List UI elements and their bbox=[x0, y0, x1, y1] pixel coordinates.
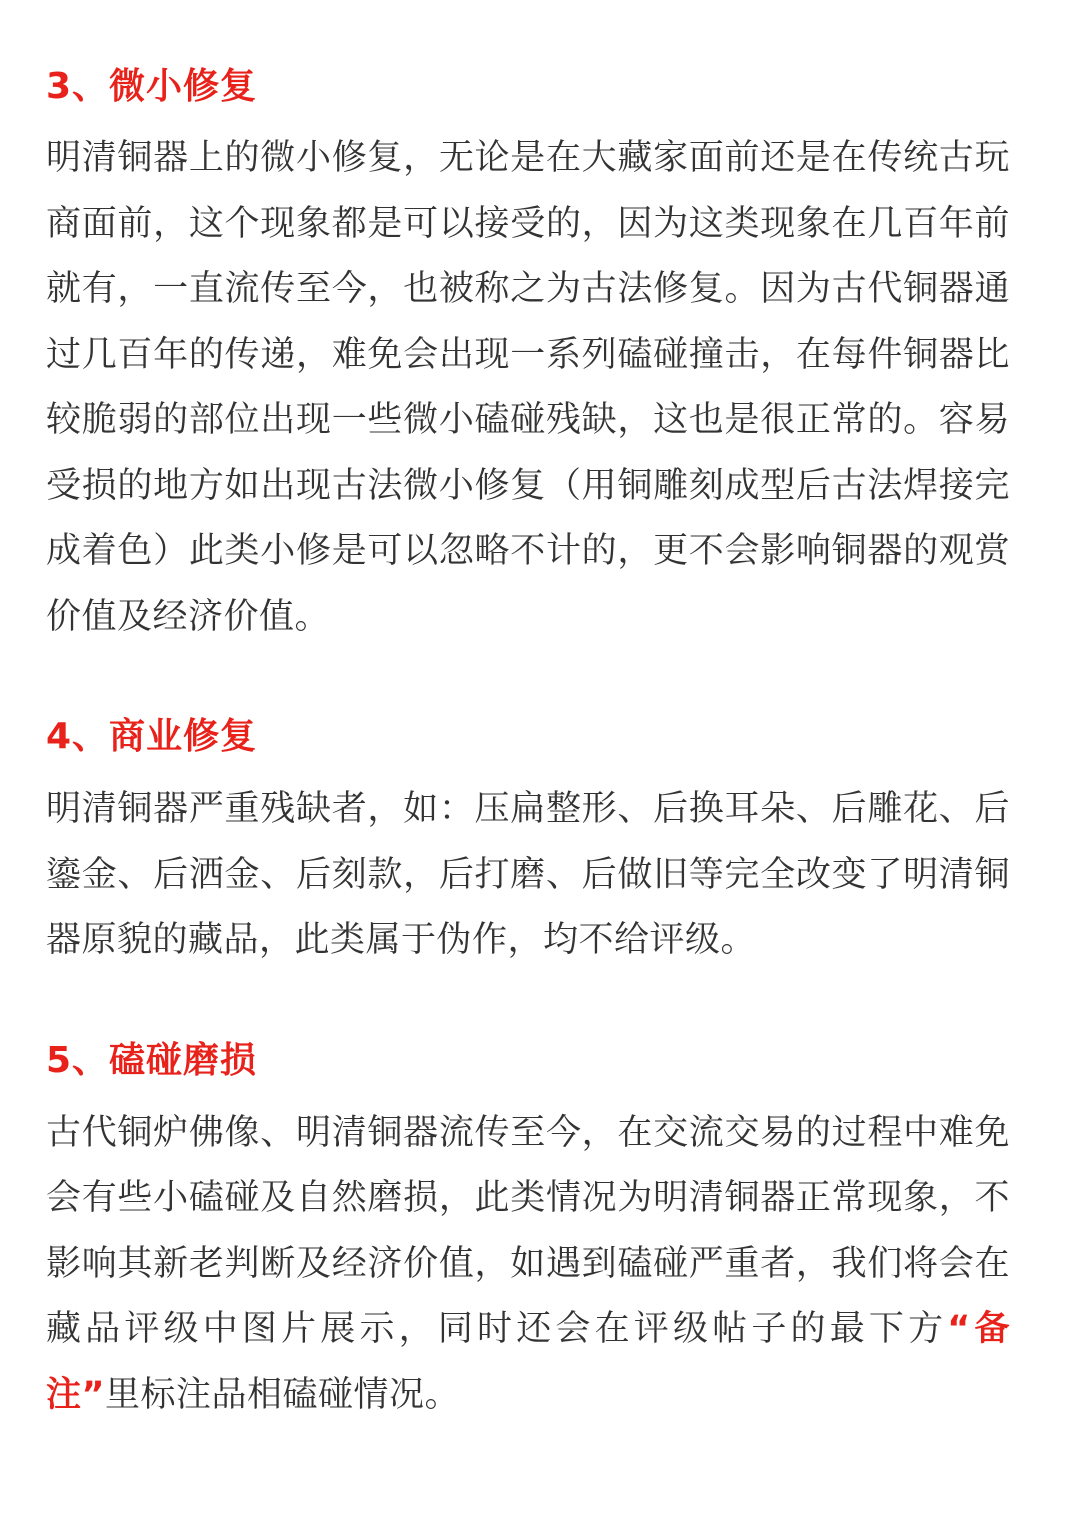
section-paragraph: 明清铜器严重残缺者，如：压扁整形、后换耳朵、后雕花、后鎏金、后洒金、后刻款，后打磨、后做旧等完全改变了明清铜器原貌的藏品，此类属于伪作，均不给评级。 bbox=[46, 789, 1010, 960]
paragraph-text: 古代铜炉佛像、明清铜器流传至今，在交流交易的过程中难免会有些小磕碰及自然磨损，此类情况为明清铜器正常现象，不影响其新老判断及经济价值，如遇到磕碰严重者，我们将会在藏品评级中图片展示，同时还会在评级帖子的最下方 bbox=[46, 1112, 1010, 1349]
emphasis-note: “备注” bbox=[46, 1309, 1010, 1415]
paragraph-text: 里标注品相磕碰情况。 bbox=[105, 1374, 461, 1415]
section-heading: 4、商业修复 bbox=[46, 716, 258, 757]
section-heading: 3、微小修复 bbox=[46, 66, 258, 107]
section-bump-wear bbox=[46, 1036, 1010, 1429]
section-commercial-repair bbox=[46, 712, 1010, 974]
section-paragraph bbox=[46, 1101, 1010, 1429]
section-micro-repair bbox=[46, 62, 1010, 650]
section-heading: 5、磕碰磨损 bbox=[46, 1039, 258, 1081]
section-paragraph: 明清铜器上的微小修复，无论是在大藏家面前还是在传统古玩商面前，这个现象都是可以接受的，因为这类现象在几百年前就有，一直流传至今，也被称之为古法修复。因为古代铜器通过几百年的传递，难免会出现一系列磕碰撞击，在每件铜器比较脆弱的部位出现一些微小磕碰残缺，这也是很正常的。容易受损的地方如出现古法微小修复（用铜雕刻成型后古法焊接完成着色）此类小修是可以忽略不计的，更不会影响铜器的观赏价值及经济价值。 bbox=[46, 138, 1010, 637]
